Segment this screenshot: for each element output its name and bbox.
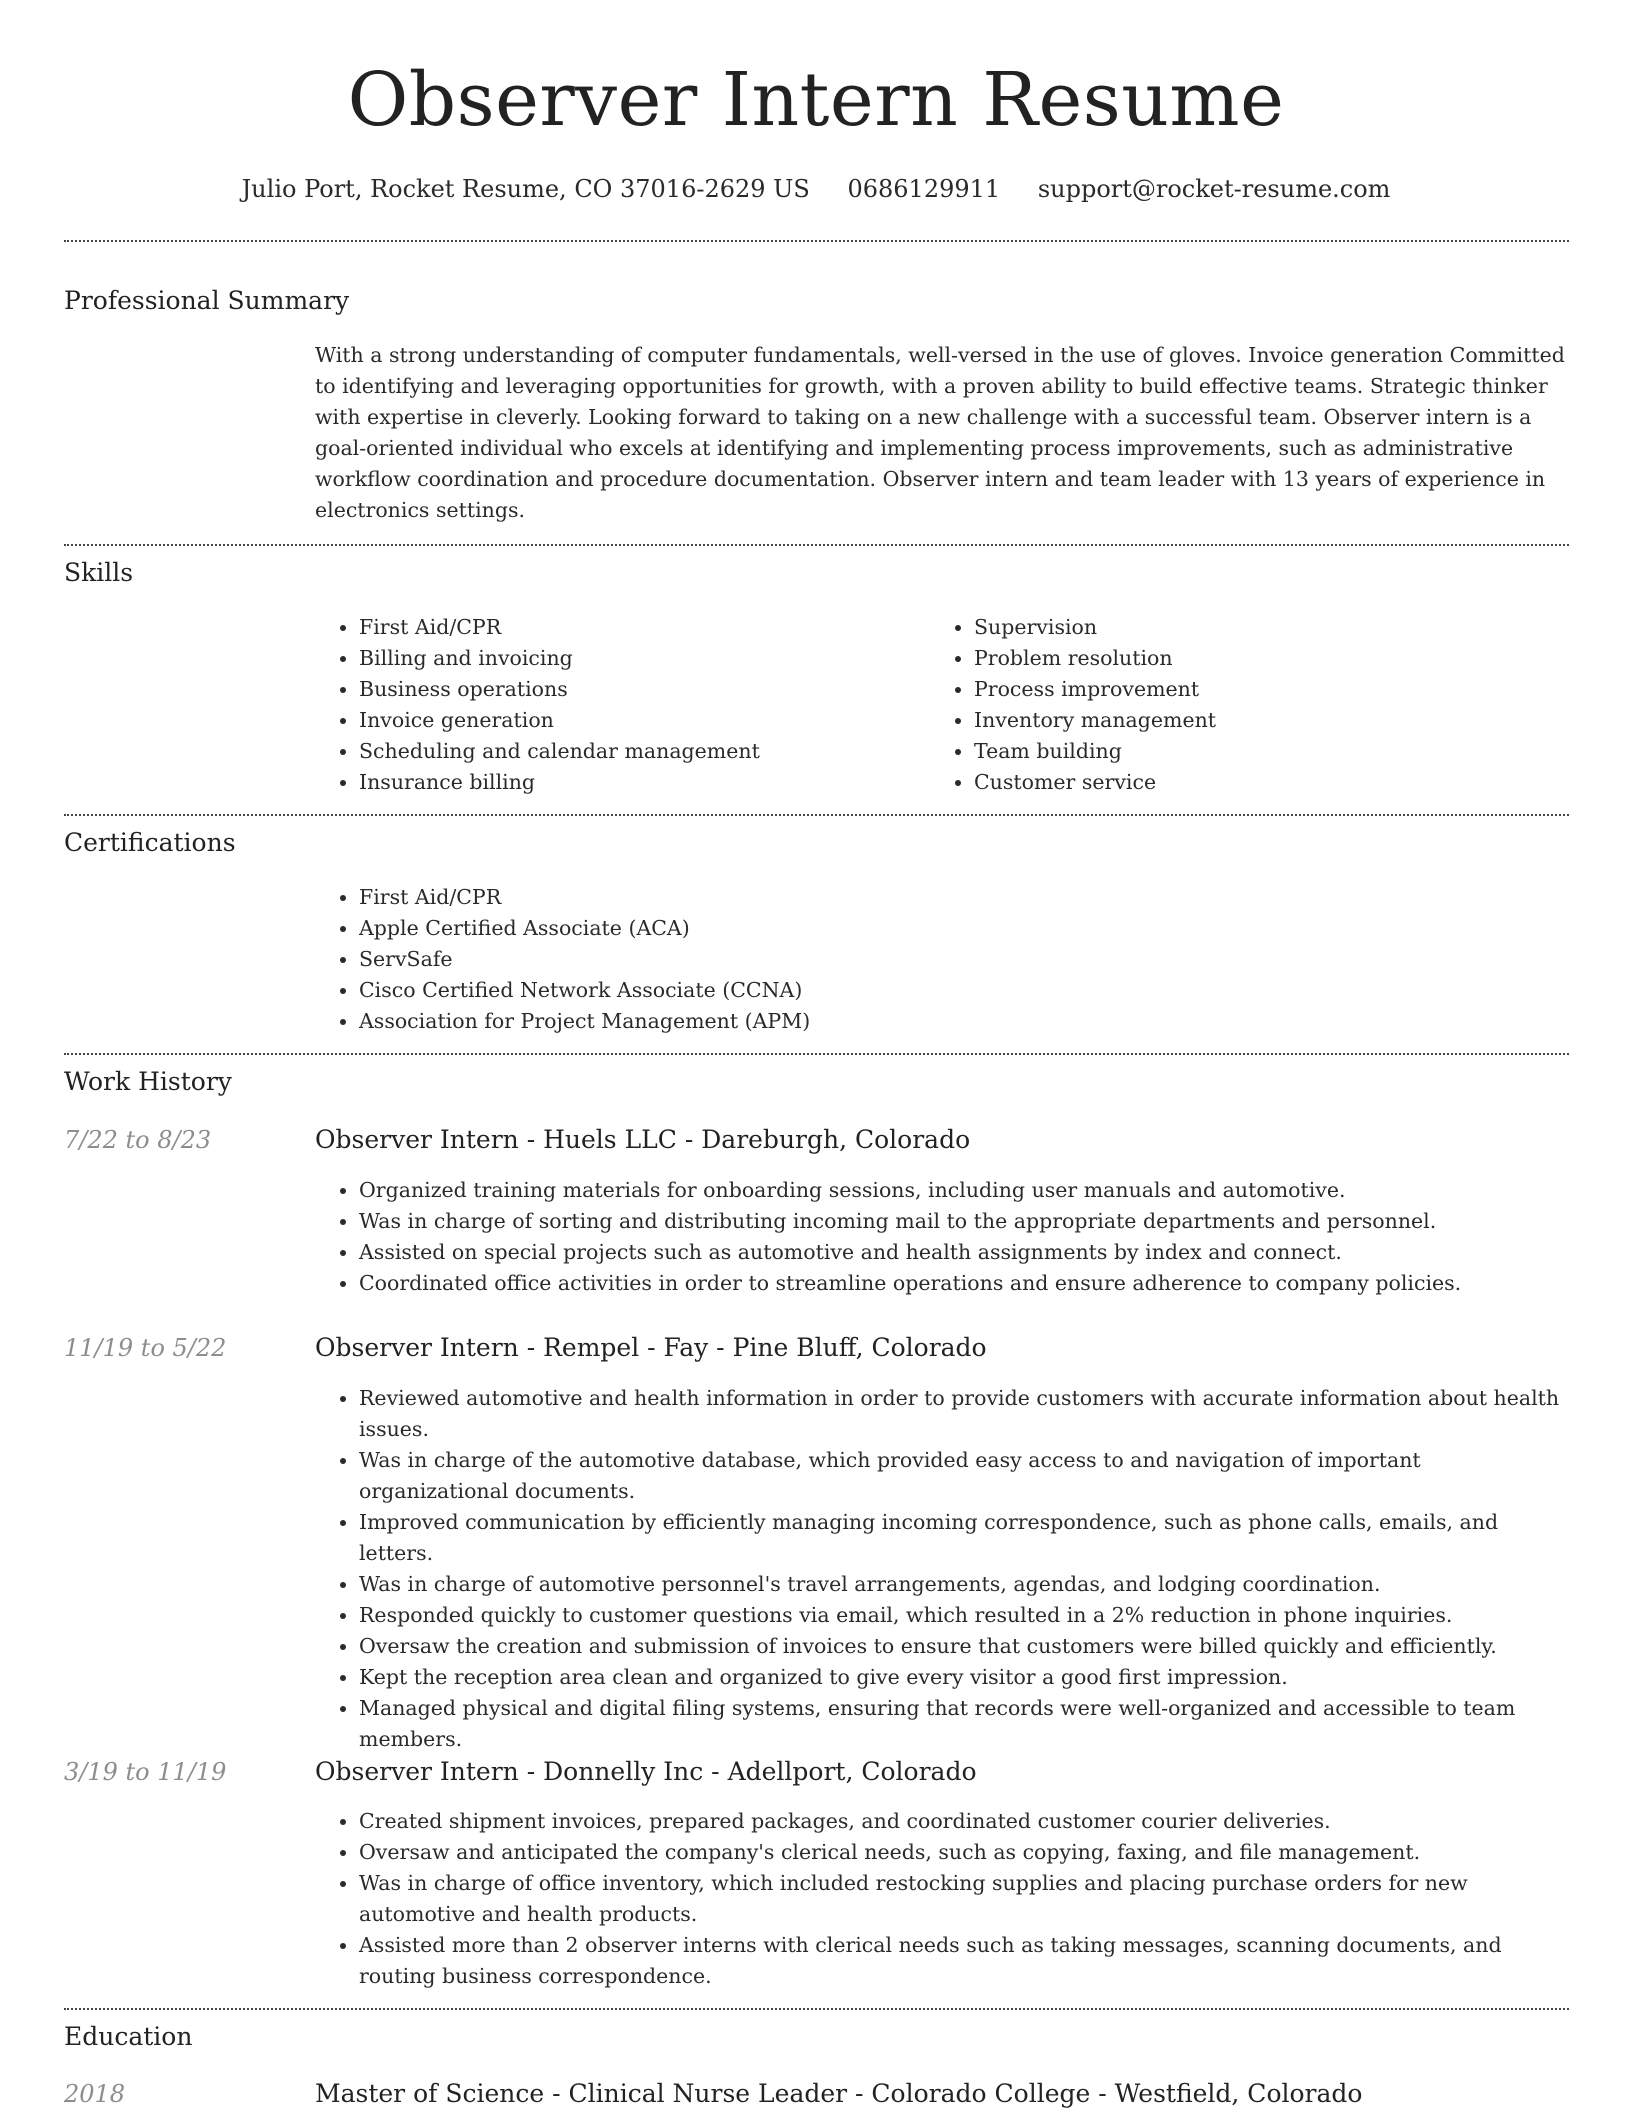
- job-bullet: • Was in charge of automotive personnel's travel arrangements, agendas, and lodging coordination.: [359, 1569, 1569, 1600]
- skill-item: • First Aid/CPR: [359, 612, 919, 643]
- job-bullet: • Was in charge of the automotive database, which provided easy access to and navigation of important organizational documents.: [359, 1445, 1569, 1507]
- divider: [64, 544, 1569, 546]
- section-title-summary: Professional Summary: [64, 286, 350, 315]
- skill-item: • Team building: [974, 736, 1594, 767]
- job-bullet: • Organized training materials for onboarding sessions, including user manuals and automotive.: [359, 1175, 1569, 1206]
- job-bullet: • Was in charge of office inventory, which included restocking supplies and placing purchase orders for new automotive and health products.: [359, 1868, 1569, 1930]
- certification-item: • First Aid/CPR: [359, 882, 1569, 913]
- job-title: Observer Intern - Huels LLC - Dareburgh, Colorado: [315, 1125, 971, 1154]
- job-bullet: • Assisted more than 2 observer interns with clerical needs such as taking messages, scanning documents, and routing business correspondence.: [359, 1930, 1569, 1992]
- skill-item: • Business operations: [359, 674, 919, 705]
- skill-item: • Billing and invoicing: [359, 643, 919, 674]
- job-bullets: [315, 1175, 1569, 1299]
- job-dates: 3/19 to 11/19: [64, 1758, 227, 1786]
- contact-address: Julio Port, Rocket Resume, CO 37016-2629 US: [241, 175, 810, 203]
- skill-item: • Problem resolution: [974, 643, 1594, 674]
- section-title-certifications: Certifications: [64, 828, 236, 857]
- contact-phone: 0686129911: [847, 175, 1001, 203]
- resume-title: Observer Intern Resume: [347, 57, 1285, 143]
- job-bullet: • Assisted on special projects such as automotive and health assignments by index and connect.: [359, 1237, 1569, 1268]
- section-title-work-history: Work History: [64, 1067, 232, 1096]
- job-bullets: [315, 1383, 1569, 1755]
- job-bullet: • Reviewed automotive and health information in order to provide customers with accurate information about health issues.: [359, 1383, 1569, 1445]
- job-bullet: • Coordinated office activities in order to streamline operations and ensure adherence to company policies.: [359, 1268, 1569, 1299]
- section-title-skills: Skills: [64, 558, 134, 587]
- skills-list-right: [930, 612, 1594, 798]
- divider: [64, 240, 1569, 242]
- education-degree: Master of Science - Clinical Nurse Leader - Colorado College - Westfield, Colorado: [315, 2079, 1363, 2108]
- contact-email: support@rocket-resume.com: [1037, 175, 1391, 203]
- job-bullets: [315, 1806, 1569, 1992]
- divider: [64, 1053, 1569, 1055]
- job-bullet: • Created shipment invoices, prepared packages, and coordinated customer courier deliveries.: [359, 1806, 1569, 1837]
- divider: [64, 2008, 1569, 2010]
- job-bullet: • Oversaw the creation and submission of invoices to ensure that customers were billed quickly and efficiently.: [359, 1631, 1569, 1662]
- job-bullet: • Was in charge of sorting and distributing incoming mail to the appropriate departments and personnel.: [359, 1206, 1569, 1237]
- job-dates: 11/19 to 5/22: [64, 1334, 227, 1362]
- summary-text: With a strong understanding of computer fundamentals, well-versed in the use of gloves. Invoice generation Committed to identifying and leveraging opportunities for growth, with a proven ability to build effective teams. Strategic thinker with expertise in cleverly. Looking forward to taking on a new challenge with a successful team. Observer intern is a goal-oriented individual who excels at identifying and implementing process improvements, such as administrative workflow coordination and procedure documentation. Observer intern and team leader with 13 years of experience in electronics settings.: [315, 343, 1565, 522]
- skill-item: • Inventory management: [974, 705, 1594, 736]
- skills-list-left: [315, 612, 919, 798]
- job-bullet: • Oversaw and anticipated the company's clerical needs, such as copying, faxing, and file management.: [359, 1837, 1569, 1868]
- certification-item: • Cisco Certified Network Associate (CCNA): [359, 975, 1569, 1006]
- skill-item: • Invoice generation: [359, 705, 919, 736]
- skill-item: • Process improvement: [974, 674, 1594, 705]
- contact-line: [0, 170, 1632, 208]
- job-bullet: • Improved communication by efficiently managing incoming correspondence, such as phone calls, emails, and letters.: [359, 1507, 1569, 1569]
- job-bullet: • Managed physical and digital filing systems, ensuring that records were well-organized and accessible to team members.: [359, 1693, 1569, 1755]
- skill-item: • Supervision: [974, 612, 1594, 643]
- skill-item: • Insurance billing: [359, 767, 919, 798]
- skill-item: • Scheduling and calendar management: [359, 736, 919, 767]
- certifications-list: [315, 882, 1569, 1037]
- job-bullet: • Kept the reception area clean and organized to give every visitor a good first impression.: [359, 1662, 1569, 1693]
- skill-item: • Customer service: [974, 767, 1594, 798]
- certification-item: • Apple Certified Associate (ACA): [359, 913, 1569, 944]
- certification-item: • ServSafe: [359, 944, 1569, 975]
- job-bullet: • Responded quickly to customer questions via email, which resulted in a 2% reduction in phone inquiries.: [359, 1600, 1569, 1631]
- education-date: 2018: [64, 2080, 126, 2108]
- section-title-education: Education: [64, 2022, 193, 2051]
- job-dates: 7/22 to 8/23: [64, 1126, 212, 1154]
- job-title: Observer Intern - Rempel - Fay - Pine Bluff, Colorado: [315, 1333, 987, 1362]
- divider: [64, 814, 1569, 816]
- job-title: Observer Intern - Donnelly Inc - Adellport, Colorado: [315, 1757, 977, 1786]
- certification-item: • Association for Project Management (APM): [359, 1006, 1569, 1037]
